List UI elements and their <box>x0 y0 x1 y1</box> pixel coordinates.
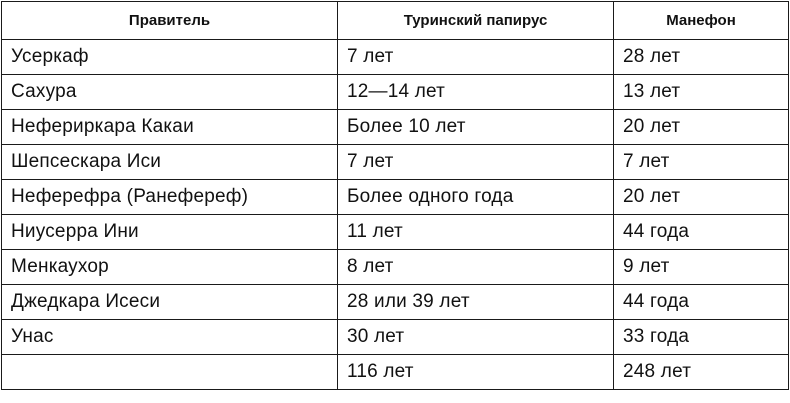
ruler-cell: Унас <box>2 320 338 355</box>
header-row <box>2 2 789 40</box>
reign-length-table <box>1 1 789 390</box>
header-manetho: Манефон <box>614 2 789 40</box>
total-row <box>2 355 789 390</box>
ruler-cell: Ниусерра Ини <box>2 215 338 250</box>
table-row <box>2 215 789 250</box>
manetho-cell: 20 лет <box>614 180 789 215</box>
turin-total-cell: 116 лет <box>338 355 614 390</box>
ruler-cell: Нефериркара Какаи <box>2 110 338 145</box>
manetho-cell: 9 лет <box>614 250 789 285</box>
turin-cell: 11 лет <box>338 215 614 250</box>
table-row <box>2 110 789 145</box>
turin-cell: Более 10 лет <box>338 110 614 145</box>
manetho-cell: 7 лет <box>614 145 789 180</box>
ruler-cell: Шепсескара Иси <box>2 145 338 180</box>
table-row <box>2 75 789 110</box>
table-row <box>2 285 789 320</box>
manetho-cell: 13 лет <box>614 75 789 110</box>
turin-cell: 30 лет <box>338 320 614 355</box>
header-turin-papyrus: Туринский папирус <box>338 2 614 40</box>
manetho-cell: 33 года <box>614 320 789 355</box>
ruler-cell: Неферефра (Ранефереф) <box>2 180 338 215</box>
manetho-cell: 44 года <box>614 285 789 320</box>
turin-cell: 7 лет <box>338 145 614 180</box>
turin-cell: 8 лет <box>338 250 614 285</box>
turin-cell: Более одного года <box>338 180 614 215</box>
manetho-cell: 44 года <box>614 215 789 250</box>
table-row <box>2 320 789 355</box>
turin-cell: 28 или 39 лет <box>338 285 614 320</box>
ruler-cell: Джедкара Исеси <box>2 285 338 320</box>
ruler-cell: Сахура <box>2 75 338 110</box>
manetho-cell: 28 лет <box>614 40 789 75</box>
turin-cell: 7 лет <box>338 40 614 75</box>
table-row <box>2 40 789 75</box>
ruler-cell: Усеркаф <box>2 40 338 75</box>
manetho-total-cell: 248 лет <box>614 355 789 390</box>
turin-cell: 12—14 лет <box>338 75 614 110</box>
table-row <box>2 145 789 180</box>
ruler-cell: Менкаухор <box>2 250 338 285</box>
table-row <box>2 250 789 285</box>
manetho-cell: 20 лет <box>614 110 789 145</box>
table-row <box>2 180 789 215</box>
ruler-cell-empty <box>2 355 338 390</box>
header-ruler: Правитель <box>2 2 338 40</box>
